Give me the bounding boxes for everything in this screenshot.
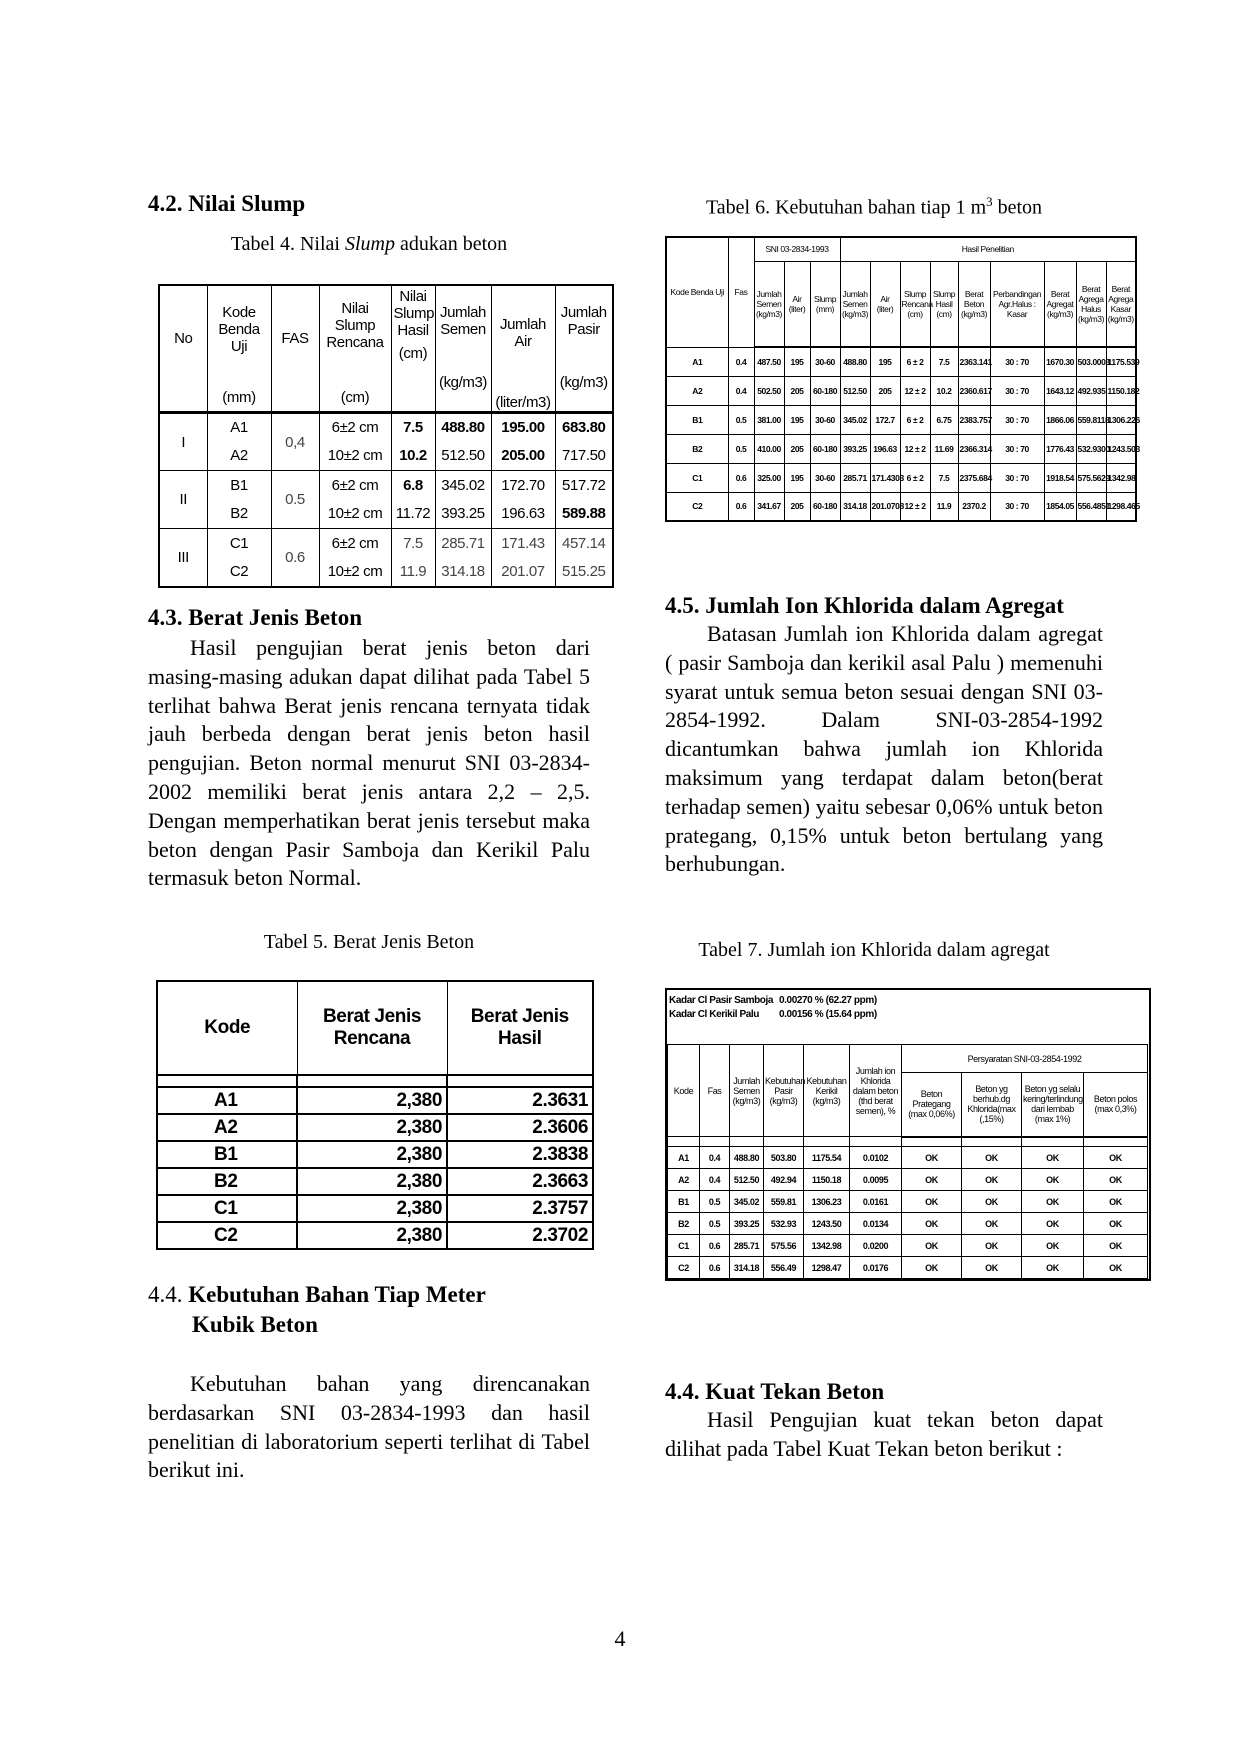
t7-h-syarat: Persyaratan SNI-03-2854-1992: [902, 1045, 1148, 1073]
t6-row: [666, 376, 1136, 405]
t4-fas: 0,4: [271, 413, 319, 471]
tabel-7: [665, 988, 1151, 1281]
t6-row-cell: 345.02: [840, 405, 870, 434]
t4-rencana: 10±2 cm: [319, 500, 391, 529]
t6-h-sub: Jumlah Semen (kg/m3): [754, 261, 784, 347]
t6-row-cell: C2: [666, 492, 728, 521]
t5-hasil: 2.3631: [447, 1087, 593, 1114]
t4-air: 196.63: [491, 500, 555, 529]
t6-h-sub: Air (liter): [784, 261, 810, 347]
t6-row-cell: 1243.503: [1106, 434, 1136, 463]
tabel-6: [665, 236, 1140, 522]
t4-fas: 0.6: [271, 529, 319, 587]
t6-row-cell: 7.5: [930, 463, 958, 492]
t7-row-cell: OK: [902, 1235, 962, 1257]
t7-h-polos: Beton polos (max 0,3%): [1084, 1073, 1148, 1137]
t7-row-cell: OK: [962, 1191, 1022, 1213]
t4-h-slump-hasil: Nilai Slump Hasil (cm): [391, 285, 435, 413]
t7-row-cell: OK: [1084, 1169, 1148, 1191]
t5-rencana: 2,380: [297, 1195, 447, 1222]
t4-row-a2: [159, 442, 613, 471]
t7-h-kerikil: Kebutuhan Kerikil (kg/m3): [804, 1045, 850, 1137]
t4-h-pasir: Jumlah Pasir (kg/m3): [555, 285, 613, 413]
t6-row-cell: 12 ± 2: [900, 434, 930, 463]
t7-h-bertulang: Beton yg berhub.dg Khlorida(max (,15%): [962, 1073, 1022, 1137]
t6-row-cell: 11.9: [930, 492, 958, 521]
t5-hasil: 2.3757: [447, 1195, 593, 1222]
t6-h-sub: Slump Rencana (cm): [900, 261, 930, 347]
t5-h-kode: Kode: [157, 981, 297, 1075]
t7-h-prategang: Beton Prategang (max 0,06%): [902, 1073, 962, 1137]
t6-row-cell: 12 ± 2: [900, 376, 930, 405]
t7-row-cell: OK: [1084, 1257, 1148, 1279]
section-4-5-title: 4.5. Jumlah Ion Khlorida dalam Agregat: [665, 593, 1064, 618]
t6-row-cell: 60-180: [810, 434, 840, 463]
t6-h-sub: Berat Agrega Kasar (kg/m3): [1106, 261, 1136, 347]
t7-row-cell: 0.5: [700, 1213, 730, 1235]
t6-row-cell: 502.50: [754, 376, 784, 405]
t5-hasil: 2.3702: [447, 1222, 593, 1249]
t6-row-cell: 6 ± 2: [900, 347, 930, 376]
section-4-3-title: 4.3. Berat Jenis Beton: [148, 605, 363, 630]
t6-row-cell: 314.18: [840, 492, 870, 521]
t7-row-cell: A2: [668, 1169, 700, 1191]
t4-kode: B2: [207, 500, 271, 529]
t7-kadar2-value: 0.00156 % (15.64 ppm): [779, 1009, 877, 1020]
t6-row-cell: 30 : 70: [990, 347, 1044, 376]
t6-row-cell: 205: [784, 492, 810, 521]
t6-row-cell: 2363.141: [958, 347, 990, 376]
t4-h-slump-rencana: Nilai Slump Rencana (cm): [319, 285, 391, 413]
t6-row-cell: C1: [666, 463, 728, 492]
t4-kode: C2: [207, 558, 271, 587]
t6-h-sub: Jumlah Semen (kg/m3): [840, 261, 870, 347]
t4-hasil: 11.72: [391, 500, 435, 529]
t6-row-cell: 325.00: [754, 463, 784, 492]
t4-kode: C1: [207, 529, 271, 558]
t6-row-cell: 30 : 70: [990, 434, 1044, 463]
t6-row-cell: 285.71: [840, 463, 870, 492]
t6-row-cell: 205: [784, 434, 810, 463]
t7-row-cell: OK: [1022, 1235, 1084, 1257]
tabel-5: [156, 980, 594, 1250]
t4-semen: 488.80: [435, 413, 491, 442]
t6-row-cell: 556.4851: [1076, 492, 1106, 521]
t5-kode: B1: [157, 1141, 297, 1168]
t7-row-cell: C2: [668, 1257, 700, 1279]
t6-row-cell: 492.935: [1076, 376, 1106, 405]
t4-kode: A2: [207, 442, 271, 471]
t7-h-kode: Kode: [668, 1045, 700, 1137]
t5-hasil: 2.3838: [447, 1141, 593, 1168]
t6-row-cell: 2366.314: [958, 434, 990, 463]
t7-row: [668, 1235, 1148, 1257]
t4-hasil: 10.2: [391, 442, 435, 471]
t6-row-cell: 0.4: [728, 347, 754, 376]
t4-kode: A1: [207, 413, 271, 442]
t6-row-cell: A1: [666, 347, 728, 376]
tabel-6-caption: Tabel 6. Kebutuhan bahan tiap 1 $m^3$ beton: [705, 194, 1043, 219]
t4-h-no: No: [159, 285, 207, 413]
t6-row-cell: 1342.98: [1106, 463, 1136, 492]
t6-row-cell: 488.80: [840, 347, 870, 376]
t7-row-cell: 0.0095: [850, 1169, 902, 1191]
t7-kadar1-label: Kadar Cl Pasir Samboja: [669, 995, 774, 1006]
t6-h-sub: Air (liter): [870, 261, 900, 347]
t6-row-cell: 341.67: [754, 492, 784, 521]
t6-row-cell: 503.0003: [1076, 347, 1106, 376]
t7-row-cell: 532.93: [764, 1213, 804, 1235]
t4-kode: B1: [207, 471, 271, 500]
t6-row-cell: 559.8118: [1076, 405, 1106, 434]
t4-semen: 314.18: [435, 558, 491, 587]
t6-h-hasil: Hasil Penelitian: [840, 237, 1136, 261]
section-4-4-title-line2: Kubik Beton: [192, 1312, 318, 1337]
tabel-4: [158, 284, 614, 588]
t6-h-sub: Slump (mm): [810, 261, 840, 347]
t7-row-cell: 559.81: [764, 1191, 804, 1213]
t4-hasil: 11.9: [391, 558, 435, 587]
t7-row-cell: 0.0134: [850, 1213, 902, 1235]
tabel-7-grid: [667, 1044, 1148, 1279]
t7-row: [668, 1213, 1148, 1235]
t4-air: 172.70: [491, 471, 555, 500]
t7-row-cell: 0.4: [700, 1169, 730, 1191]
t7-row-cell: OK: [1022, 1191, 1084, 1213]
t6-row-cell: 393.25: [840, 434, 870, 463]
t7-row-cell: OK: [902, 1213, 962, 1235]
t4-air: 195.00: [491, 413, 555, 442]
t7-row-cell: OK: [962, 1147, 1022, 1169]
t7-row-cell: OK: [1084, 1191, 1148, 1213]
t7-row-cell: B2: [668, 1213, 700, 1235]
t4-pasir: 517.72: [555, 471, 613, 500]
t6-row: [666, 492, 1136, 521]
t6-row-cell: 195: [784, 463, 810, 492]
t4-semen: 285.71: [435, 529, 491, 558]
t4-air: 171.43: [491, 529, 555, 558]
t7-row-cell: OK: [1022, 1257, 1084, 1279]
t6-h-sub: Perbandingan Agr.Halus : Kasar: [990, 261, 1044, 347]
t4-semen: 512.50: [435, 442, 491, 471]
t6-row-cell: 381.00: [754, 405, 784, 434]
t6-row-cell: 196.63: [870, 434, 900, 463]
t6-row-cell: 172.7: [870, 405, 900, 434]
t4-h-semen: Jumlah Semen (kg/m3): [435, 285, 491, 413]
t5-h-hasil: Berat Jenis Hasil: [447, 981, 593, 1075]
t6-row-cell: 205: [784, 376, 810, 405]
t6-row-cell: 0.5: [728, 405, 754, 434]
t6-row-cell: 1670.30: [1044, 347, 1076, 376]
t7-row-cell: OK: [902, 1257, 962, 1279]
t6-row-cell: A2: [666, 376, 728, 405]
t6-h-kode: Kode Benda Uji: [666, 237, 728, 347]
t4-air: 201.07: [491, 558, 555, 587]
t4-no: III: [159, 529, 207, 587]
t6-row-cell: 195: [784, 347, 810, 376]
t4-rencana: 6±2 cm: [319, 413, 391, 442]
t6-row-cell: 201.0708: [870, 492, 900, 521]
page-number: 4: [614, 1626, 626, 1651]
t6-row-cell: 30 : 70: [990, 405, 1044, 434]
t4-h-kode: Kode Benda Uji (mm): [207, 285, 271, 413]
t6-row-cell: B1: [666, 405, 728, 434]
t6-h-sub: Slump Hasil (cm): [930, 261, 958, 347]
t7-row-cell: 492.94: [764, 1169, 804, 1191]
tabel-4-caption: Tabel 4. Nilai Slump adukan beton: [230, 233, 508, 255]
t6-row-cell: 1643.12: [1044, 376, 1076, 405]
t4-no: I: [159, 413, 207, 471]
t6-row-cell: 1150.182: [1106, 376, 1136, 405]
t4-row-c1: [159, 529, 613, 558]
section-4-4b-title: 4.4. Kuat Tekan Beton: [665, 1379, 885, 1404]
t6-row-cell: 0.5: [728, 434, 754, 463]
t7-row-cell: OK: [1022, 1169, 1084, 1191]
t6-row-cell: 2370.2: [958, 492, 990, 521]
t7-row-cell: B1: [668, 1191, 700, 1213]
t7-kadar1-value: 0.00270 % (62.27 ppm): [779, 995, 877, 1006]
t7-row-cell: C1: [668, 1235, 700, 1257]
t6-row-cell: 2383.757: [958, 405, 990, 434]
t7-row-cell: OK: [1084, 1213, 1148, 1235]
t5-hasil: 2.3606: [447, 1114, 593, 1141]
t7-row-cell: 1298.47: [804, 1257, 850, 1279]
t6-row-cell: B2: [666, 434, 728, 463]
t6-row-cell: 532.9300: [1076, 434, 1106, 463]
t4-semen: 393.25: [435, 500, 491, 529]
section-4-4-title-line1: Kebutuhan Bahan Tiap Meter: [188, 1282, 486, 1307]
t6-row-cell: 60-180: [810, 376, 840, 405]
t6-h-sub: Berat Agregat (kg/m3): [1044, 261, 1076, 347]
t5-h-rencana: Berat Jenis Rencana: [297, 981, 447, 1075]
section-4-4b-paragraph: Hasil Pengujian kuat tekan beton dapat dilihat pada Tabel Kuat Tekan beton berikut :: [665, 1407, 1103, 1461]
t4-row-b2: [159, 500, 613, 529]
t6-row-cell: 1866.06: [1044, 405, 1076, 434]
t5-kode: B2: [157, 1168, 297, 1195]
t7-h-ion: Jumlah ion Khlorida dalam beton (thd berat semen), %: [850, 1045, 902, 1137]
t7-row-cell: 314.18: [730, 1257, 764, 1279]
t6-h-sni: SNI 03-2834-1993: [754, 237, 840, 261]
t6-row-cell: 30 : 70: [990, 376, 1044, 405]
t5-kode: C2: [157, 1222, 297, 1249]
t4-air: 205.00: [491, 442, 555, 471]
t6-h-sub: Berat Beton (kg/m3): [958, 261, 990, 347]
t7-row-cell: OK: [1022, 1213, 1084, 1235]
t6-row-cell: 6.75: [930, 405, 958, 434]
t4-rencana: 10±2 cm: [319, 558, 391, 587]
t7-row-cell: OK: [1084, 1235, 1148, 1257]
t6-row-cell: 0.6: [728, 492, 754, 521]
t5-kode: A2: [157, 1114, 297, 1141]
t7-row-cell: OK: [962, 1235, 1022, 1257]
t7-row-cell: 0.6: [700, 1257, 730, 1279]
t6-h-fas: Fas: [728, 237, 754, 347]
t4-pasir: 717.50: [555, 442, 613, 471]
t7-row: [668, 1147, 1148, 1169]
t7-row-cell: 488.80: [730, 1147, 764, 1169]
t7-row-cell: 512.50: [730, 1169, 764, 1191]
t6-row: [666, 434, 1136, 463]
t6-row-cell: 30-60: [810, 405, 840, 434]
t4-row-c2: [159, 558, 613, 587]
section-4-4-paragraph: Kebutuhan bahan yang direncanakan berdasarkan SNI 03-2834-1993 dan hasil penelitian di laboratorium seperti terlihat di Tabel berikut ini.: [148, 1371, 590, 1483]
t7-row-cell: 1175.54: [804, 1147, 850, 1169]
t7-row: [668, 1191, 1148, 1213]
t6-row-cell: 11.69: [930, 434, 958, 463]
t6-row-cell: 10.2: [930, 376, 958, 405]
t7-row: [668, 1257, 1148, 1279]
t6-row-cell: 410.00: [754, 434, 784, 463]
t6-row-cell: 0.4: [728, 376, 754, 405]
t5-rencana: 2,380: [297, 1141, 447, 1168]
t7-row-cell: OK: [962, 1169, 1022, 1191]
t6-row-cell: 2360.617: [958, 376, 990, 405]
t4-pasir: 683.80: [555, 413, 613, 442]
t7-row-cell: 0.0161: [850, 1191, 902, 1213]
t6-row-cell: 1918.54: [1044, 463, 1076, 492]
t7-h-kering: Beton yg selalu kering/terlindung dari lembab (max 1%): [1022, 1073, 1084, 1137]
t4-pasir: 457.14: [555, 529, 613, 558]
t6-row-cell: 30 : 70: [990, 463, 1044, 492]
t6-row-cell: 1175.539: [1106, 347, 1136, 376]
t6-row-cell: 30-60: [810, 347, 840, 376]
t7-row-cell: OK: [962, 1213, 1022, 1235]
t6-row-cell: 6 ± 2: [900, 463, 930, 492]
t7-row-cell: 0.0200: [850, 1235, 902, 1257]
t4-hasil: 7.5: [391, 529, 435, 558]
t7-row-cell: 0.4: [700, 1147, 730, 1169]
t7-h-pasir: Kebutuhan Pasir (kg/m3): [764, 1045, 804, 1137]
t6-row-cell: 487.50: [754, 347, 784, 376]
t4-h-air: Jumlah Air (liter/m3): [491, 285, 555, 413]
t5-kode: C1: [157, 1195, 297, 1222]
t5-rencana: 2,380: [297, 1222, 447, 1249]
t7-row-cell: 556.49: [764, 1257, 804, 1279]
t7-kadar2-label: Kadar Cl Kerikil Palu: [669, 1009, 759, 1020]
t7-row-cell: OK: [902, 1147, 962, 1169]
t7-row-cell: OK: [902, 1169, 962, 1191]
t7-h-semen: Jumlah Semen (kg/m3): [730, 1045, 764, 1137]
section-4-3-paragraph: Hasil pengujian berat jenis beton dari masing-masing adukan dapat dilihat pada Tabel 5 terlihat bahwa Berat jenis rencana ternyata tidak jauh berbeda dengan berat jenis beton hasil pengujian. Beton normal menurut SNI 03-2834-2002 memiliki berat jenis antara 2,2 – 2,5. Dengan memperhatikan berat jenis tersebut maka beton dengan Pasir Samboja dan Kerikil Palu termasuk beton Normal.: [148, 635, 590, 891]
t5-row: [157, 1114, 593, 1141]
t5-row: [157, 1141, 593, 1168]
t6-row-cell: 12 ± 2: [900, 492, 930, 521]
t7-row-cell: A1: [668, 1147, 700, 1169]
t7-row-cell: 1150.18: [804, 1169, 850, 1191]
t4-pasir: 589.88: [555, 500, 613, 529]
t7-row-cell: OK: [962, 1257, 1022, 1279]
t4-hasil: 7.5: [391, 413, 435, 442]
t6-row-cell: 195: [784, 405, 810, 434]
t5-hasil: 2.3663: [447, 1168, 593, 1195]
t6-row-cell: 575.5629: [1076, 463, 1106, 492]
t5-row: [157, 1087, 593, 1114]
t7-row-cell: 285.71: [730, 1235, 764, 1257]
t7-row-cell: OK: [902, 1191, 962, 1213]
t7-row-cell: 0.5: [700, 1191, 730, 1213]
t7-row-cell: 345.02: [730, 1191, 764, 1213]
t5-kode: A1: [157, 1087, 297, 1114]
tabel-7-caption: Tabel 7. Jumlah ion Khlorida dalam agregat: [698, 939, 1050, 961]
t7-row-cell: 0.0176: [850, 1257, 902, 1279]
t4-semen: 345.02: [435, 471, 491, 500]
section-4-4-title: [148, 1280, 590, 1340]
t4-row-a1: [159, 413, 613, 442]
t6-row-cell: 0.6: [728, 463, 754, 492]
t7-row-cell: OK: [1084, 1147, 1148, 1169]
t7-row-cell: OK: [1022, 1147, 1084, 1169]
t7-row-cell: 1243.50: [804, 1213, 850, 1235]
t6-row-cell: 1776.43: [1044, 434, 1076, 463]
t4-h-fas: FAS: [271, 285, 319, 413]
t5-rencana: 2,380: [297, 1168, 447, 1195]
section-4-2-title: 4.2. Nilai Slump: [148, 191, 306, 216]
t4-no: II: [159, 471, 207, 529]
t4-rencana: 6±2 cm: [319, 529, 391, 558]
t6-h-sub: Berat Agrega Halus (kg/m3): [1076, 261, 1106, 347]
t7-row-cell: 503.80: [764, 1147, 804, 1169]
tabel-5-caption: Tabel 5. Berat Jenis Beton: [263, 931, 475, 953]
t6-row-cell: 512.50: [840, 376, 870, 405]
t4-rencana: 6±2 cm: [319, 471, 391, 500]
t6-row-cell: 1298.465: [1106, 492, 1136, 521]
t4-fas: 0.5: [271, 471, 319, 529]
t7-row-cell: 393.25: [730, 1213, 764, 1235]
t6-row-cell: 2375.684: [958, 463, 990, 492]
t6-row-cell: 30-60: [810, 463, 840, 492]
t6-row-cell: 30 : 70: [990, 492, 1044, 521]
t6-row: [666, 405, 1136, 434]
t6-row-cell: 195: [870, 347, 900, 376]
t4-rencana: 10±2 cm: [319, 442, 391, 471]
t7-row-cell: 575.56: [764, 1235, 804, 1257]
t7-row-cell: 1342.98: [804, 1235, 850, 1257]
section-4-5-paragraph: Batasan Jumlah ion Khlorida dalam agregat ( pasir Samboja dan kerikil asal Palu ) memenuhi syarat untuk semua beton sesuai dengan SNI 03-2854-1992. Dalam SNI-03-2854-1992 dicantumkan bahwa jumlah ion Khlorida maksimum yang terdapat dalam beton(berat terhadap semen) yaitu sebesar 0,06% untuk beton prategang, 0,15% untuk beton bertulang yang berhubungan.: [665, 621, 1103, 877]
t6-row-cell: 60-180: [810, 492, 840, 521]
t7-row-cell: 1306.23: [804, 1191, 850, 1213]
t7-row: [668, 1169, 1148, 1191]
t4-row-b1: [159, 471, 613, 500]
t4-pasir: 515.25: [555, 558, 613, 587]
t6-row-cell: 205: [870, 376, 900, 405]
t6-row-cell: 6 ± 2: [900, 405, 930, 434]
t5-row: [157, 1222, 593, 1249]
t5-rencana: 2,380: [297, 1114, 447, 1141]
t7-kadar: [667, 990, 1149, 1022]
t7-row-cell: 0.0102: [850, 1147, 902, 1169]
t6-row: [666, 347, 1136, 376]
t5-row: [157, 1168, 593, 1195]
t5-row: [157, 1195, 593, 1222]
t6-row: [666, 463, 1136, 492]
t6-row-cell: 1854.05: [1044, 492, 1076, 521]
t5-rencana: 2,380: [297, 1087, 447, 1114]
t6-row-cell: 1306.226: [1106, 405, 1136, 434]
t7-h-fas: Fas: [700, 1045, 730, 1137]
t7-row-cell: 0.6: [700, 1235, 730, 1257]
t6-row-cell: 171.4303: [870, 463, 900, 492]
section-4-4-number: 4.4.: [148, 1282, 183, 1307]
t4-hasil: 6.8: [391, 471, 435, 500]
t6-row-cell: 7.5: [930, 347, 958, 376]
